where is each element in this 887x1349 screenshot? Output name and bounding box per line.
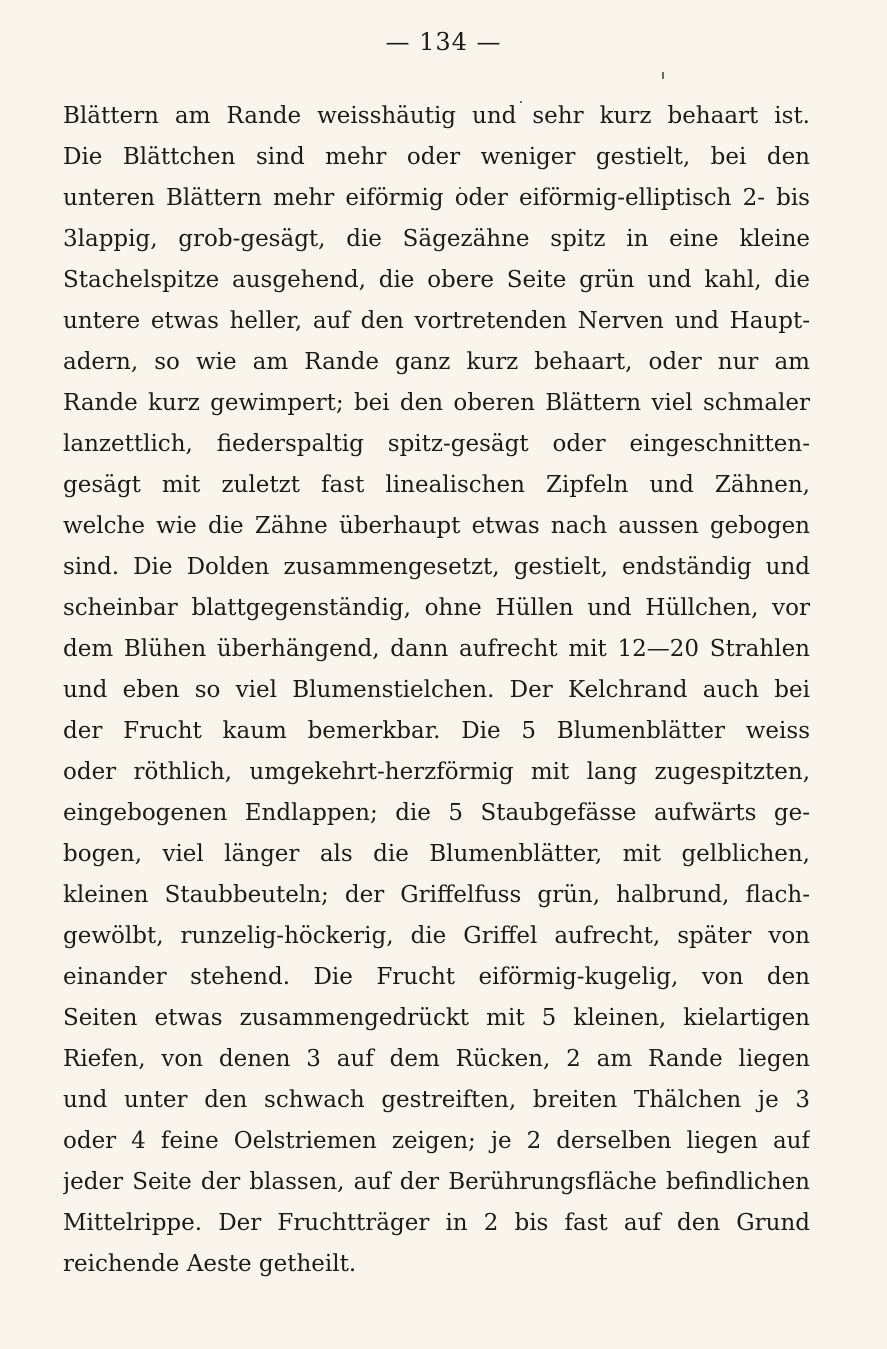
text-line: der Frucht kaum bemerkbar. Die 5 Blumenblätter weiss: [63, 718, 810, 744]
text-line: sind. Die Dolden zusammengesetzt, gestielt, endständig und: [63, 554, 810, 580]
text-line: Die Blättchen sind mehr oder weniger gestielt, bei den: [63, 144, 810, 170]
text-line: oder röthlich, umgekehrt-herzförmig mit lang zugespitzten,: [63, 759, 810, 785]
text-line: oder 4 feine Oelstriemen zeigen; je 2 derselben liegen auf: [63, 1128, 810, 1154]
text-line: gewölbt, runzelig-höckerig, die Griffel aufrecht, später von: [63, 923, 810, 949]
text-line: Riefen, von denen 3 auf dem Rücken, 2 am Rande liegen: [63, 1046, 810, 1072]
text-line: untere etwas heller, auf den vortretenden Nerven und Haupt-: [63, 308, 810, 334]
page-number: — 134 —: [385, 28, 502, 56]
text-line: Mittelrippe. Der Fruchtträger in 2 bis fast auf den Grund: [63, 1210, 810, 1236]
body-text: [63, 96, 810, 1285]
text-line: scheinbar blattgegenständig, ohne Hüllen und Hüllchen, vor: [63, 595, 810, 621]
text-line: 3lappig, grob-gesägt, die Sägezähne spitz in eine kleine: [63, 226, 810, 252]
text-line: gesägt mit zuletzt fast linealischen Zipfeln und Zähnen,: [63, 472, 810, 498]
print-speck: [662, 72, 664, 79]
text-line: und unter den schwach gestreiften, breiten Thälchen je 3: [63, 1087, 810, 1113]
text-line: einander stehend. Die Frucht eiförmig-kugelig, von den: [63, 964, 810, 990]
text-line: Blättern am Rande weisshäutig und sehr kurz behaart ist.: [63, 103, 810, 129]
text-line: welche wie die Zähne überhaupt etwas nach aussen gebogen: [63, 513, 810, 539]
text-line: kleinen Staubbeuteln; der Griffelfuss grün, halbrund, flach-: [63, 882, 810, 908]
text-line: Seiten etwas zusammengedrückt mit 5 kleinen, kielartigen: [63, 1005, 810, 1031]
text-line: lanzettlich, fiederspaltig spitz-gesägt oder eingeschnitten-: [63, 431, 810, 457]
text-line: dem Blühen überhängend, dann aufrecht mit 12—20 Strahlen: [63, 636, 810, 662]
text-line: jeder Seite der blassen, auf der Berührungsfläche befindlichen: [63, 1169, 810, 1195]
text-line: Stachelspitze ausgehend, die obere Seite grün und kahl, die: [63, 267, 810, 293]
text-line: adern, so wie am Rande ganz kurz behaart, oder nur am: [63, 349, 810, 375]
text-line: eingebogenen Endlappen; die 5 Staubgefässe aufwärts ge-: [63, 800, 810, 826]
text-line: und eben so viel Blumenstielchen. Der Kelchrand auch bei: [63, 677, 810, 703]
text-line: reichende Aeste getheilt.: [63, 1251, 357, 1277]
text-line: bogen, viel länger als die Blumenblätter, mit gelblichen,: [63, 841, 810, 867]
text-line: unteren Blättern mehr eiförmig oder eiförmig-elliptisch 2- bis: [63, 185, 810, 211]
text-line: Rande kurz gewimpert; bei den oberen Blättern viel schmaler: [63, 390, 810, 416]
